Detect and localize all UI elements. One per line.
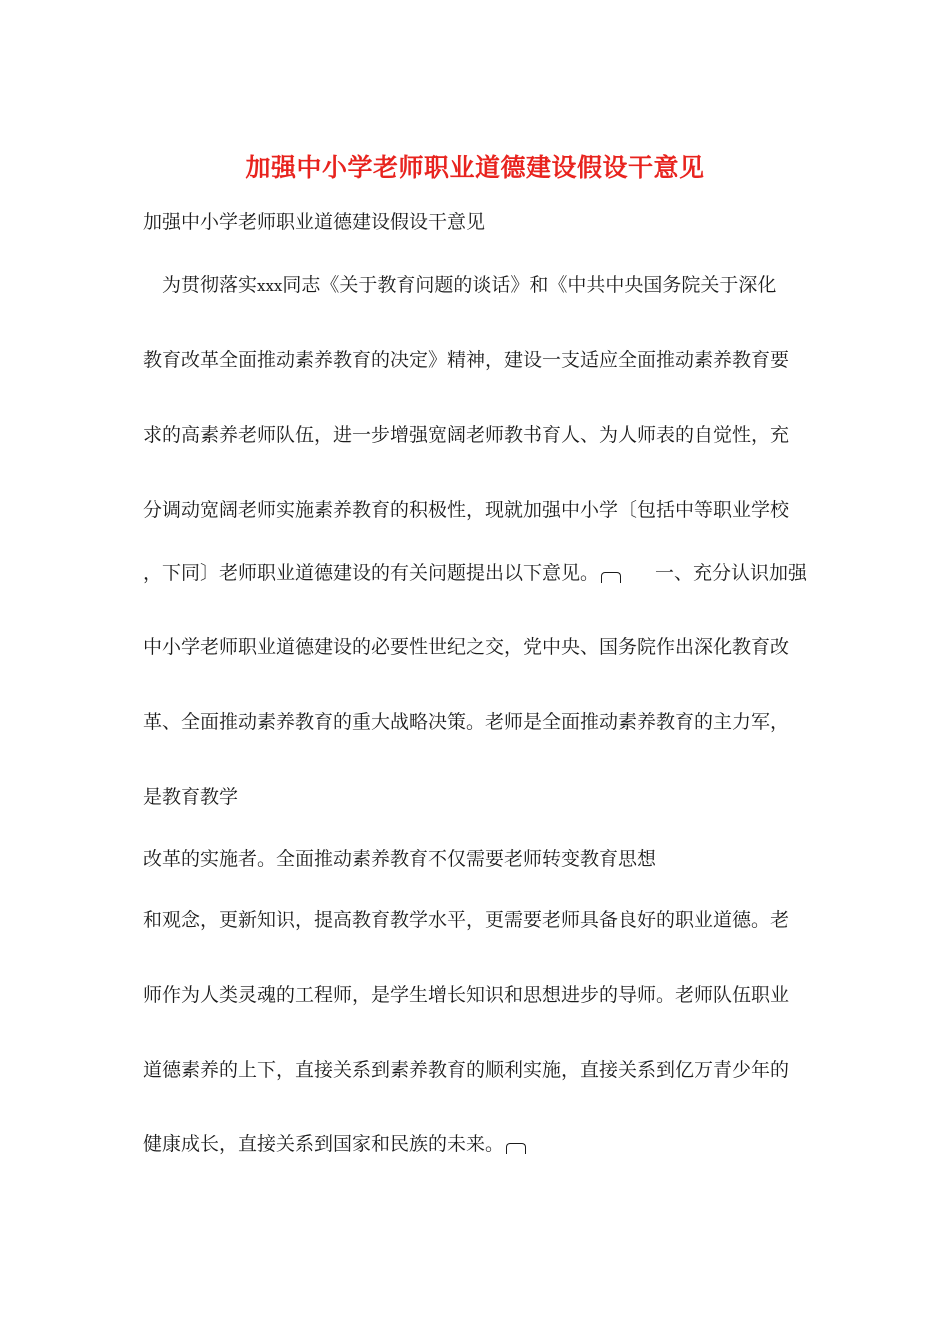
- paragraph-line-13: [143, 1131, 526, 1157]
- text-segment: 同志《关于教育问题的谈话》和《中共中央国务院关于深化: [282, 274, 777, 296]
- section-heading: 一、充分认识加强: [655, 562, 808, 584]
- paragraph-line-6: 中小学老师职业道德建设的必要性世纪之交，党中央、国务院作出深化教育改: [143, 636, 790, 658]
- paragraph-line-10: 和观念，更新知识，提高教育教学水平，更需要老师具备良好的职业道德。老: [143, 909, 790, 931]
- paragraph-line-9: 改革的实施者。全面推动素养教育不仅需要老师转变教育思想: [143, 848, 657, 870]
- paragraph-line-3: 求的高素养老师队伍，进一步增强宽阔老师教书育人、为人师表的自觉性，充: [143, 424, 790, 446]
- paragraph-line-8: 是教育教学: [143, 786, 239, 808]
- placeholder-name: xxx: [257, 277, 283, 295]
- document-title: 加强中小学老师职业道德建设假设干意见: [245, 153, 705, 182]
- paragraph-line-1: [162, 272, 776, 299]
- paragraph-line-7: 革、全面推动素养教育的重大战略决策。老师是全面推动素养教育的主力军，: [143, 711, 790, 733]
- section-mark-icon: [601, 572, 621, 583]
- text-segment: 为贯彻落实: [162, 274, 258, 296]
- text-segment: ，下同〕老师职业道德建设的有关问题提出以下意见。: [143, 562, 600, 584]
- section-mark-icon: [506, 1143, 526, 1154]
- paragraph-line-5: [143, 560, 807, 586]
- paragraph-line-11: 师作为人类灵魂的工程师，是学生增长知识和思想进步的导师。老师队伍职业: [143, 984, 790, 1006]
- paragraph-line-2: 教育改革全面推动素养教育的决定》精神，建设一支适应全面推动素养教育要: [143, 349, 790, 371]
- document-subtitle: 加强中小学老师职业道德建设假设干意见: [143, 211, 486, 233]
- paragraph-line-12: 道德素养的上下，直接关系到素养教育的顺利实施，直接关系到亿万青少年的: [143, 1059, 790, 1081]
- text-segment: 健康成长，直接关系到国家和民族的未来。: [143, 1133, 505, 1155]
- paragraph-line-4: 分调动宽阔老师实施素养教育的积极性，现就加强中小学〔包括中等职业学校: [143, 499, 790, 521]
